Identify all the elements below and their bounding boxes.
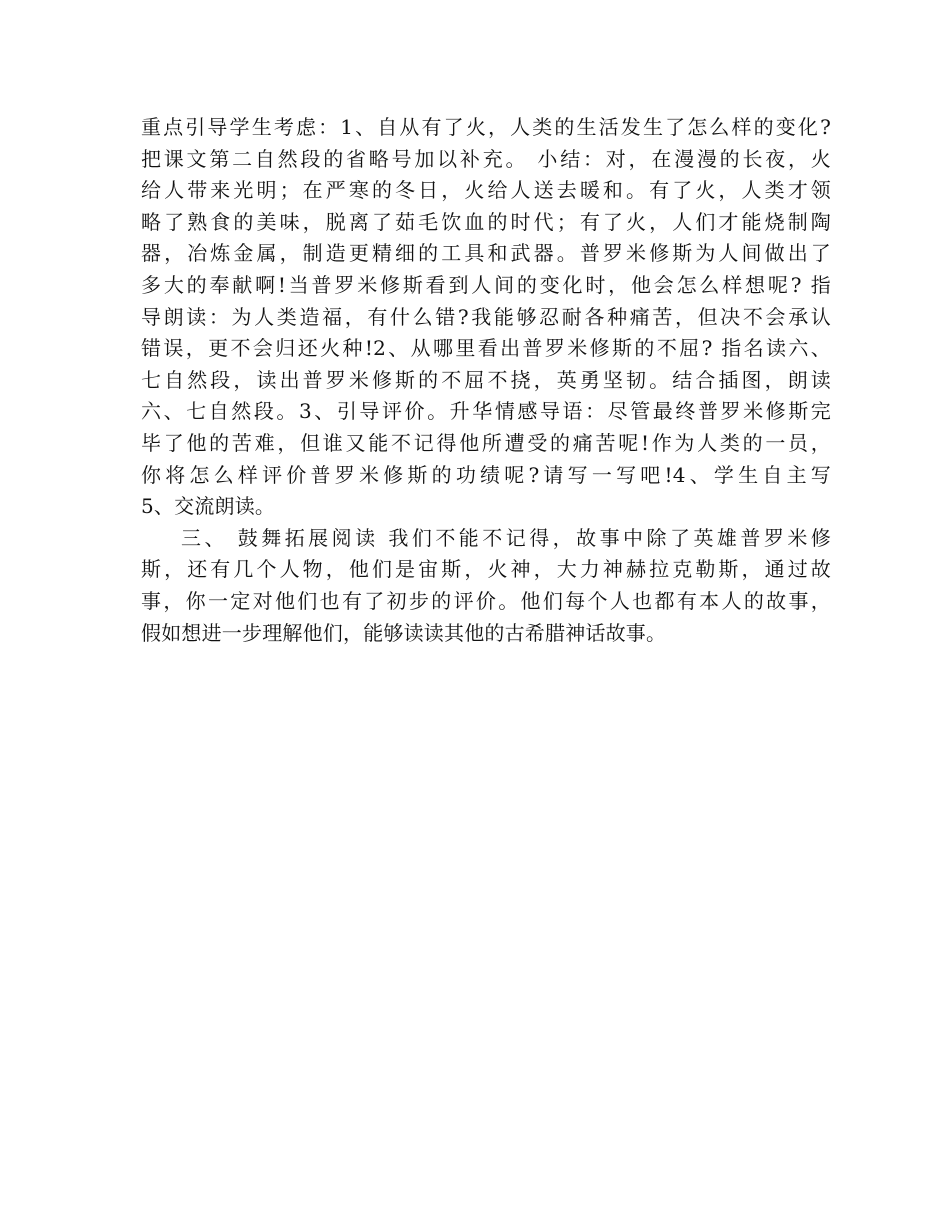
- text-line: 斯，还有几个人物，他们是宙斯，火神，大力神赫拉克勒斯，通过故: [141, 557, 831, 582]
- text-line: 5、交流朗读。: [141, 494, 276, 519]
- text-line: 假如想进一步理解他们，能够读读其他的古希腊神话故事。: [141, 620, 667, 645]
- text-line: 把课文第二自然段的省略号加以补充。 小结：对，在漫漫的长夜，火: [141, 146, 831, 171]
- text-line: 七自然段，读出普罗米修斯的不屈不挠，英勇坚韧。结合插图，朗读: [141, 367, 831, 392]
- document-body: [141, 112, 831, 649]
- text-line: 事，你一定对他们也有了初步的评价。他们每个人也都有本人的故事，: [141, 588, 831, 613]
- text-line: 多大的奉献啊!当普罗米修斯看到人间的变化时，他会怎么样想呢? 指: [141, 272, 831, 297]
- text-line: 六、七自然段。3、引导评价。升华情感导语：尽管最终普罗米修斯完: [141, 399, 831, 424]
- text-line: 略了熟食的美味，脱离了茹毛饮血的时代；有了火，人们才能烧制陶: [141, 209, 831, 234]
- text-line: 导朗读：为人类造福，有什么错?我能够忍耐各种痛苦，但决不会承认: [141, 304, 831, 329]
- text-line: 错误，更不会归还火种!2、从哪里看出普罗米修斯的不屈? 指名读六、: [141, 336, 831, 361]
- text-line: 重点引导学生考虑：1、自从有了火，人类的生活发生了怎么样的变化?: [141, 115, 831, 139]
- text-line: 器，冶炼金属，制造更精细的工具和武器。普罗米修斯为人间做出了: [141, 241, 831, 266]
- text-line: 给人带来光明；在严寒的冬日，火给人送去暖和。有了火，人类才领: [141, 178, 831, 203]
- text-line: 你将怎么样评价普罗米修斯的功绩呢?请写一写吧!4、学生自主写: [141, 462, 831, 487]
- section-heading-line: 三、 鼓舞拓展阅读 我们不能不记得，故事中除了英雄普罗米修: [181, 525, 831, 550]
- text-line: 毕了他的苦难，但谁又能不记得他所遭受的痛苦呢!作为人类的一员，: [141, 430, 831, 455]
